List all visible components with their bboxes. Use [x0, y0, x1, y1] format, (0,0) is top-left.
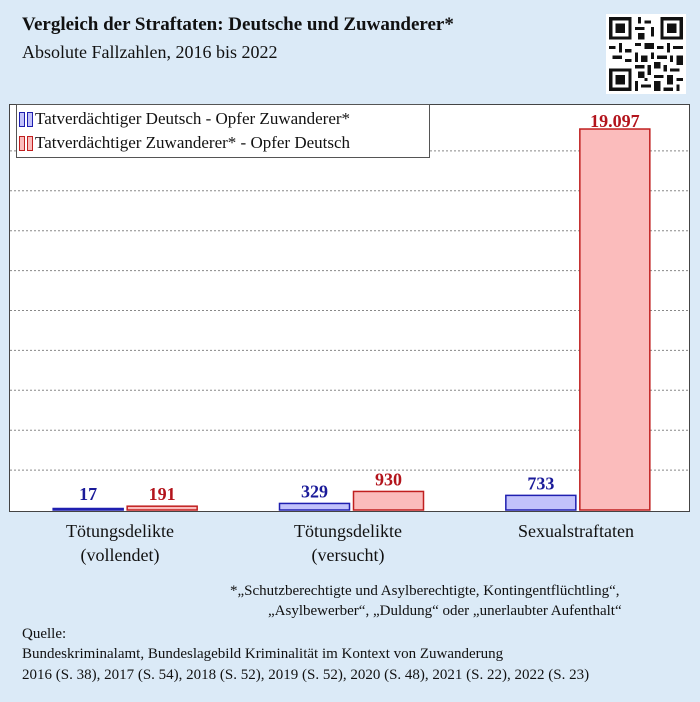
data-label-1-2: 329 [301, 481, 328, 502]
chart-subtitle: Absolute Fallzahlen, 2016 bis 2022 [22, 42, 278, 62]
footnote-line-2: „Asylbewerber“, „Duldung“ oder „unerlaubter Aufenthalt“ [268, 603, 622, 619]
source-line-2: 2016 (S. 38), 2017 (S. 54), 2018 (S. 52), 2019 (S. 52), 2020 (S. 48), 2021 (S. 22), 2022 (S. 23) [22, 667, 590, 683]
data-label-2-1: 191 [148, 484, 176, 504]
data-label-1-3: 733 [527, 473, 555, 494]
x-tick-label-2-line-1: Tötungsdelikte [294, 521, 402, 541]
source-heading: Quelle: [22, 626, 67, 642]
bar-2-3 [580, 129, 650, 510]
legend-item-series-1 [19, 107, 429, 131]
x-tick-label-3 [476, 519, 676, 543]
legend-swatch-red-2 [27, 136, 33, 151]
chart-title: Vergleich der Straftaten: Deutsche und Zuwanderer* [22, 14, 454, 35]
data-label-2-2: 930 [375, 469, 402, 490]
x-tick-label-1-line-1: Tötungsdelikte [66, 521, 174, 541]
x-tick-label-2 [248, 519, 448, 567]
footnote-line-1: *„Schutzberechtigte und Asylberechtigte, Kontingentflüchtling“, [230, 583, 620, 599]
legend-item-series-2 [19, 131, 429, 155]
legend-swatch-blue [19, 112, 25, 127]
x-tick-label-1-line-2: (vollendet) [80, 545, 160, 565]
data-label-1-1: 17 [79, 484, 98, 504]
qr-code-icon [606, 14, 686, 94]
bar-2-2 [354, 491, 424, 510]
legend-label-series-1: Tatverdächtiger Deutsch - Opfer Zuwanderer* [35, 109, 351, 128]
source-line-1: Bundeskriminalamt, Bundeslagebild Kriminalität im Kontext von Zuwanderung [22, 646, 504, 662]
bar-chart [10, 105, 689, 511]
bar-1-2 [280, 503, 350, 510]
legend [16, 104, 430, 158]
bar-2-1 [127, 506, 197, 510]
bar-1-3 [506, 495, 576, 510]
data-label-2-3: 19.097 [590, 111, 640, 131]
legend-swatch-red [19, 136, 25, 151]
legend-swatch-blue-2 [27, 112, 33, 127]
bar-1-1 [53, 509, 123, 511]
x-tick-label-3-line-1: Sexualstraftaten [518, 521, 634, 541]
plot-area [9, 104, 690, 512]
x-tick-label-2-line-2: (versucht) [311, 545, 385, 565]
x-tick-label-1 [20, 519, 220, 567]
legend-label-series-2: Tatverdächtiger Zuwanderer* - Opfer Deutsch [35, 133, 351, 152]
